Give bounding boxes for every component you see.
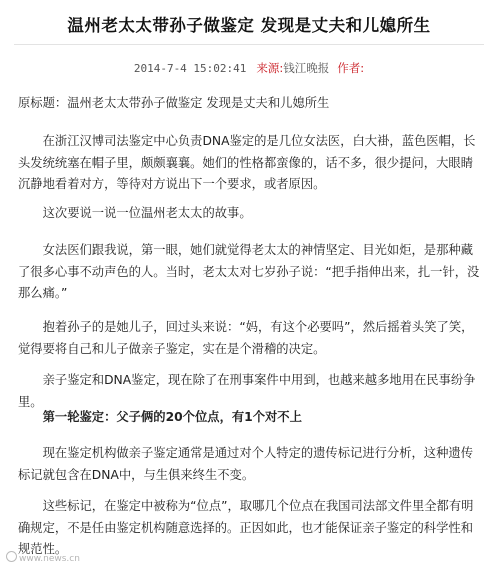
paragraph-8: 这些标记，在鉴定中被称为“位点”，取哪几个位点在我国司法部文件里全都有明确规定，不是任由鉴定机构随意选择的。正因如此，也才能保证亲子鉴定的科学性和规范性。 [18,499,474,556]
paragraph-2: 这次要说一说一位温州老太太的故事。 [42,206,252,220]
watermark-logo-icon [6,551,17,562]
section-heading: 第一轮鉴定：父子俩的20个位点，有1个对不上 [42,410,302,424]
author-label: 作者: [337,61,365,75]
title-divider [14,44,484,45]
original-title-paragraph: 原标题：温州老太太带孙子做鉴定 发现是丈夫和儿媳所生 [18,96,330,110]
publish-datetime: 2014-7-4 15:02:41 [133,62,247,75]
paragraph-7: 现在鉴定机构做亲子鉴定通常是通过对个人特定的遗传标记进行分析，这种遗传标记就包含在DNA中，与生俱来终生不变。 [18,446,473,482]
watermark [6,551,80,564]
article-meta [0,60,498,76]
paragraph-3: 女法医们跟我说，第一眼，她们就觉得老太太的神情坚定、目光如炬，是那种藏了很多心事不动声色的人。当时，老太太对七岁孙子说：“把手指伸出来，扎一针，没那么痛。” [18,243,480,300]
paragraph-4: 抱着孙子的是她儿子，回过头来说：“妈，有这个必要吗”，然后摇着头笑了笑，觉得要将自己和儿子做亲子鉴定，实在是个滑稽的决定。 [18,320,474,356]
paragraph-1: 在浙江汉博司法鉴定中心负责DNA鉴定的是几位女法医，白大褂，蓝色医帽，长头发统统塞在帽子里，颇颇襄襄。她们的性格都蛮像的，话不多，很少提问，大眼睛沉静地看着对方，等待对方说出下一个要求，或者原因。 [18,134,476,191]
watermark-text: www.news.cn [19,554,80,564]
article-title: 温州老太太带孙子做鉴定 发现是丈夫和儿媳所生 [67,16,431,35]
paragraph-5: 亲子鉴定和DNA鉴定，现在除了在刑事案件中用到，也越来越多地用在民事纷争里。 [18,373,476,409]
source-label: 来源: [256,61,284,75]
source-name[interactable]: 钱江晚报 [283,61,330,75]
